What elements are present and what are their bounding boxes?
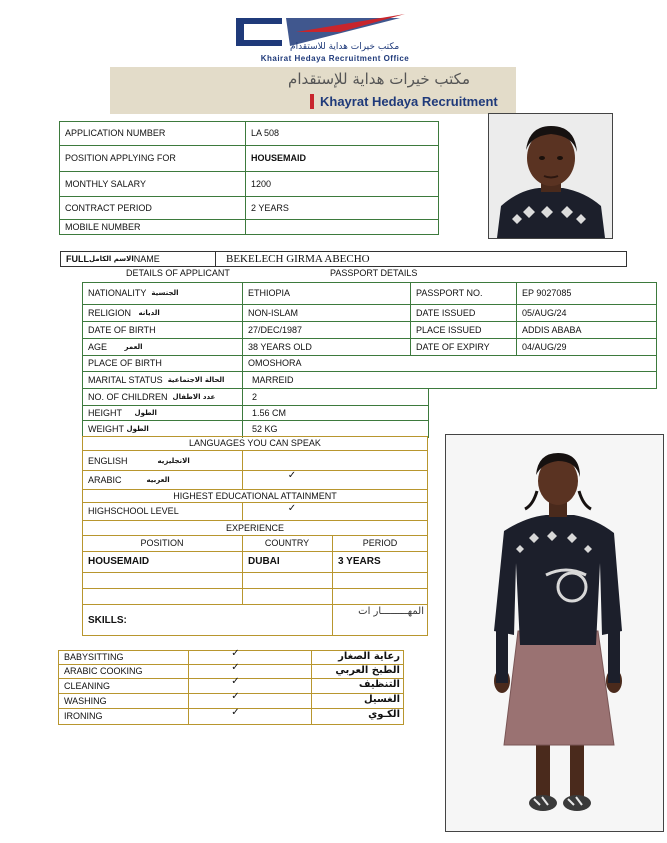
skill-list-table: [58, 647, 404, 726]
weight-value: 52 KG: [252, 423, 278, 434]
portrait-photo: [488, 113, 613, 239]
position-value: HOUSEMAID: [251, 153, 307, 163]
logo-english-text: Khairat Hedaya Recruitment Office: [260, 54, 410, 63]
passport-details-header: PASSPORT DETAILS: [330, 268, 418, 278]
weight-label: [84, 420, 242, 437]
full-name-row: [60, 251, 627, 267]
languages-education-experience: [82, 436, 428, 636]
skill-cleaning-check: ✓: [231, 676, 240, 687]
skill-washing-check: ✓: [231, 691, 240, 702]
skill-babysitting-label: BABYSITTING: [64, 652, 124, 662]
skill-washing-label: WASHING: [64, 695, 107, 706]
language-arabic-check: ✓: [287, 469, 297, 481]
application-number-value: LA 508: [251, 128, 280, 138]
full-body-figure-icon: [446, 435, 663, 831]
height-value: 1.56 CM: [252, 407, 287, 418]
company-banner: [110, 67, 516, 114]
skill-washing-ar: الغسيل: [363, 694, 400, 705]
banner-arabic-text: مكتب خيرات هداية للإستقدام: [288, 70, 470, 88]
date-of-expiry-value: 04/AUG/29: [522, 341, 567, 352]
banner-english-text: Khayrat Hedaya Recruitment: [320, 94, 498, 109]
height-label: [84, 405, 242, 420]
skill-arabic-cooking-label: ARABIC COOKING: [64, 666, 143, 676]
children-label-ar: عدد الاطفال: [172, 392, 216, 401]
skill-arabic-cooking-check: ✓: [231, 661, 240, 673]
weight-label-ar: الطول: [126, 424, 149, 433]
passport-no-label: PASSPORT NO.: [416, 288, 483, 298]
dob-value: 27/DEC/1987: [248, 324, 303, 335]
skill-babysitting-check: ✓: [231, 647, 240, 659]
nationality-label: [84, 282, 242, 304]
contract-value: 2 YEARS: [251, 202, 289, 213]
salary-label: MONTHLY SALARY: [65, 178, 147, 189]
portrait-figure-icon: [489, 114, 612, 238]
experience-col-country: COUNTRY: [264, 538, 310, 548]
full-body-photo: [445, 434, 664, 832]
nationality-value: ETHIOPIA: [248, 288, 291, 298]
logo-arabic-text: مكتب خيرات هداية للاستقدام: [290, 42, 400, 52]
contract-label: CONTRACT PERIOD: [65, 202, 152, 213]
date-issued-value: 05/AUG/24: [522, 307, 567, 318]
experience-row-country: DUBAI: [248, 556, 280, 567]
marital-label-text: MARITAL STATUS: [88, 374, 163, 385]
skill-cleaning-ar: التنظيف: [358, 679, 400, 690]
full-name-label: [62, 251, 214, 267]
children-label-text: NO. OF CHILDREN: [88, 391, 168, 402]
languages-header: LANGUAGES YOU CAN SPEAK: [189, 438, 321, 448]
nationality-label-text: NATIONALITY: [88, 288, 147, 298]
religion-value: NON-ISLAM: [248, 307, 299, 318]
nationality-label-ar: الجنسية: [151, 289, 179, 297]
application-table: [59, 121, 439, 235]
language-english-label: [84, 452, 242, 470]
age-label-ar: العمر: [124, 342, 143, 351]
language-arabic-ar: العربيه: [146, 475, 170, 484]
dob-label: DATE OF BIRTH: [88, 324, 156, 335]
language-english-ar: الانجليزيه: [157, 457, 190, 465]
children-value: 2: [252, 391, 258, 402]
details-of-applicant-header: DETAILS OF APPLICANT: [126, 268, 230, 278]
age-label-text: AGE: [88, 341, 108, 352]
application-number-label: APPLICATION NUMBER: [65, 128, 166, 138]
marital-value: MARREID: [252, 374, 294, 385]
banner-red-bar: [310, 94, 314, 109]
mobile-value: [247, 219, 437, 234]
full-name-label-ar: الاسم الكامل: [89, 255, 134, 263]
skills-label-ar: المهـــــــــار ات: [358, 606, 424, 617]
skill-babysitting-ar: رعاية الصغار: [338, 651, 400, 662]
skills-label: SKILLS:: [88, 614, 127, 626]
skill-arabic-cooking-ar: الطبخ العربي: [335, 665, 400, 676]
mobile-label: MOBILE NUMBER: [65, 221, 141, 232]
height-label-text: HEIGHT: [88, 407, 123, 418]
education-label: HIGHSCHOOL LEVEL: [88, 506, 179, 516]
education-header: HIGHEST EDUCATIONAL ATTAINMENT: [173, 490, 337, 501]
language-arabic-label: [84, 470, 242, 489]
experience-row-period: 3 YEARS: [338, 556, 381, 567]
language-english-text: ENGLISH: [88, 456, 128, 466]
full-name-label-suffix: NAME: [133, 254, 160, 264]
language-arabic-text: ARABIC: [88, 474, 122, 485]
religion-label-ar: الديانه: [138, 308, 160, 317]
children-label: [84, 388, 242, 405]
religion-label-text: RELIGION: [88, 307, 132, 318]
place-issued-label: PLACE ISSUED: [416, 324, 482, 335]
passport-no-value: EP 9027085: [522, 288, 572, 298]
marital-label: [84, 371, 242, 388]
height-label-ar: الطول: [134, 408, 157, 417]
salary-value: 1200: [251, 178, 272, 189]
skill-ironing-label: IRONING: [64, 711, 103, 721]
pob-label: PLACE OF BIRTH: [88, 358, 162, 368]
experience-header: EXPERIENCE: [225, 522, 285, 533]
date-issued-label: DATE ISSUED: [416, 307, 476, 318]
pob-value: OMOSHORA: [248, 358, 302, 368]
experience-col-period: PERIOD: [362, 538, 398, 548]
skill-ironing-ar: الكـوي: [368, 709, 400, 720]
age-label: [84, 338, 242, 355]
skill-cleaning-label: CLEANING: [64, 680, 111, 691]
religion-label: [84, 304, 242, 321]
education-check: ✓: [287, 502, 297, 514]
skill-ironing-check: ✓: [231, 706, 240, 718]
company-logo: [230, 10, 440, 66]
experience-row-position: HOUSEMAID: [88, 556, 150, 567]
date-of-expiry-label: DATE OF EXPIRY: [416, 341, 490, 352]
age-value: 38 YEARS OLD: [248, 341, 312, 352]
experience-col-position: POSITION: [140, 538, 184, 548]
full-name-label-en: FULL: [66, 254, 89, 264]
position-label: POSITION APPLYING FOR: [65, 153, 176, 163]
place-issued-value: ADDIS ABABA: [522, 324, 582, 335]
marital-label-ar: الحالة الاجتماعية: [167, 375, 225, 384]
weight-label-text: WEIGHT: [88, 423, 124, 434]
full-name-value: BEKELECH GIRMA ABECHO: [226, 253, 370, 265]
